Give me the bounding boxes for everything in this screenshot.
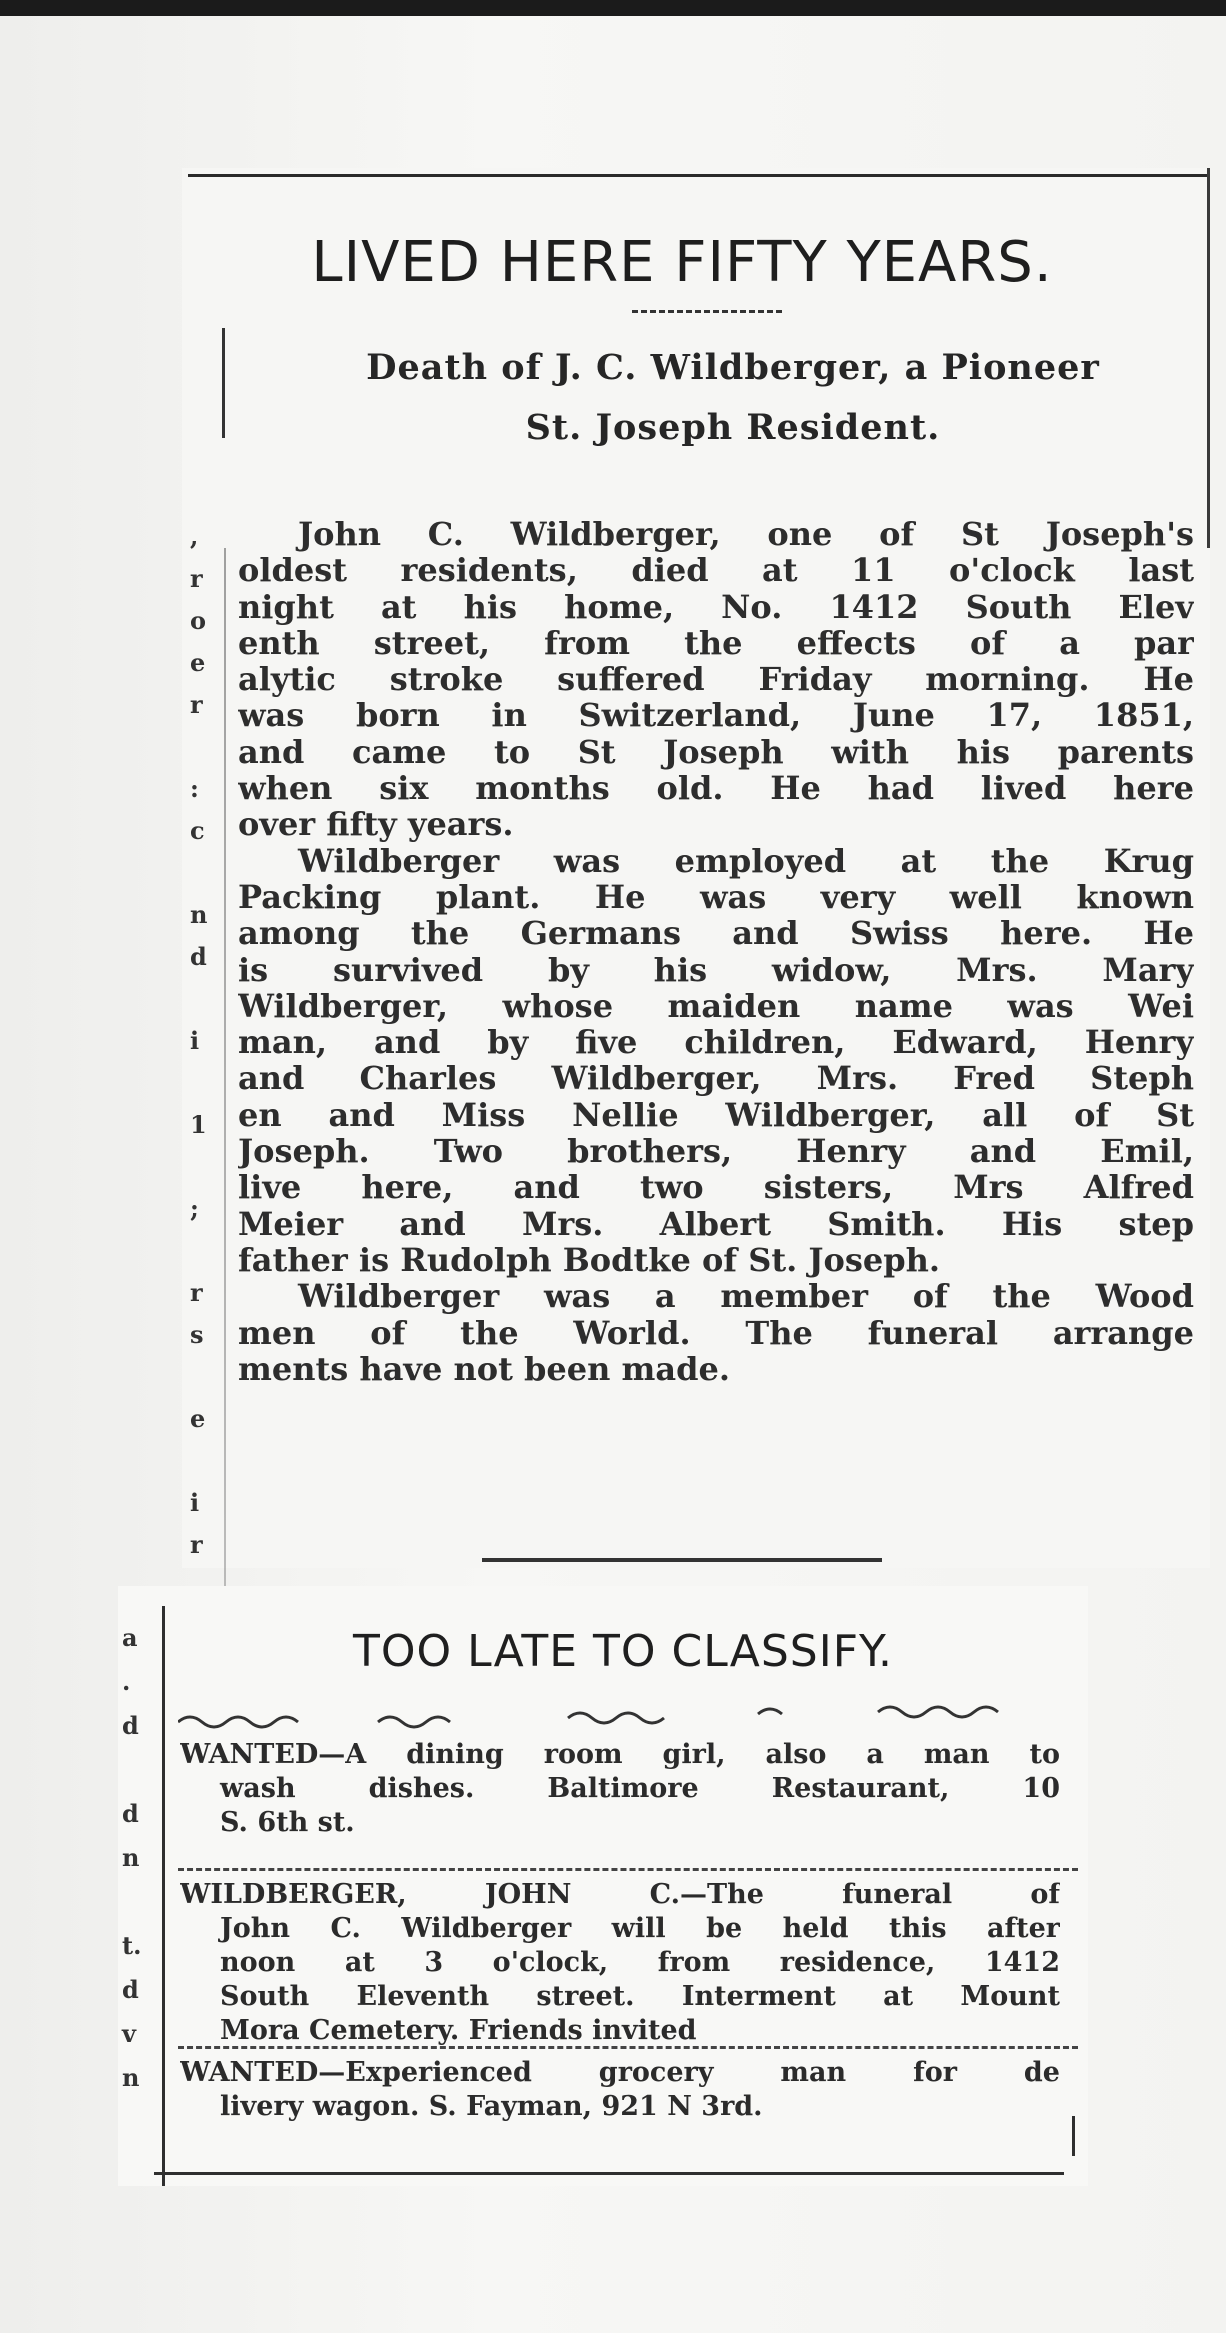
obituary-deck bbox=[238, 338, 1226, 458]
column-fragment bbox=[190, 1062, 220, 1104]
body-line: Wildberger was employed at the Krug bbox=[298, 842, 1194, 879]
deck-side-rule bbox=[222, 328, 225, 438]
column-fragment: i bbox=[190, 1488, 200, 1517]
column-fragment: , bbox=[190, 522, 199, 551]
body-line: Joseph. Two brothers, Henry and Emil, bbox=[238, 1133, 1194, 1170]
bottom-cutoff-rule bbox=[482, 1558, 882, 1562]
body-line: alytic stroke suffered Friday morning. He bbox=[238, 661, 1194, 698]
column-fragment: n bbox=[190, 900, 208, 929]
body-line: was born in Switzerland, June 17, 1851, bbox=[238, 697, 1194, 734]
classified-ad bbox=[180, 1738, 1060, 1840]
column-fragment: e bbox=[190, 648, 206, 677]
classified-right-tick bbox=[1072, 2116, 1075, 2156]
column-fragment bbox=[190, 1230, 220, 1272]
column-fragment: n bbox=[122, 1843, 140, 1872]
obituary-clipping bbox=[182, 168, 1210, 1568]
column-fragment: i bbox=[190, 1026, 200, 1055]
column-fragment: r bbox=[190, 1278, 203, 1307]
column-fragment bbox=[122, 1748, 152, 1792]
obituary-headline: LIVED HERE FIFTY YEARS. bbox=[311, 230, 1053, 295]
body-line: father is Rudolph Bodtke of St. Joseph. bbox=[238, 1241, 941, 1279]
body-line: when six months old. He had lived here bbox=[238, 770, 1194, 807]
body-line: Wildberger, whose maiden name was Wei bbox=[238, 987, 1194, 1025]
column-fragment: : bbox=[190, 774, 199, 803]
ad-line: S. 6th st. bbox=[220, 1807, 355, 1838]
ad-line: livery wagon. S. Fayman, 921 N 3rd. bbox=[220, 2091, 763, 2122]
ad-line: South Eleventh street. Interment at Mount bbox=[220, 1981, 1060, 2012]
column-fragment: t. bbox=[122, 1931, 142, 1960]
column-fragment: r bbox=[190, 690, 203, 719]
column-fragment: e bbox=[190, 1404, 206, 1433]
column-fragment bbox=[190, 978, 220, 1020]
column-fragment bbox=[122, 1880, 152, 1924]
left-column-rule bbox=[224, 548, 226, 1698]
classified-ad bbox=[180, 1878, 1060, 2048]
body-line: night at his home, No. 1412 South Elev bbox=[238, 588, 1194, 625]
column-fragment: r bbox=[190, 564, 203, 593]
column-fragment: 1 bbox=[190, 1110, 207, 1139]
column-fragment bbox=[190, 1440, 220, 1482]
body-line: John C. Wildberger, one of St Joseph's bbox=[298, 516, 1194, 553]
body-line: man, and by five children, Edward, Henry bbox=[238, 1024, 1194, 1061]
ad-line: WANTED—A dining room girl, also a man to bbox=[180, 1739, 1060, 1770]
column-fragment: d bbox=[122, 1975, 139, 2004]
body-line: en and Miss Nellie Wildberger, all of St bbox=[238, 1096, 1194, 1134]
body-line: over fifty years. bbox=[238, 806, 514, 843]
column-fragment bbox=[122, 2100, 152, 2144]
body-line: enth street, from the effects of a par bbox=[238, 624, 1194, 662]
wavy-ornament-rule bbox=[178, 1704, 1068, 1730]
column-fragment bbox=[190, 1146, 220, 1188]
ad-separator-rule bbox=[178, 1868, 1078, 1873]
column-fragment: . bbox=[122, 1667, 131, 1696]
body-line: Packing plant. He was very well known bbox=[238, 878, 1194, 916]
scanner-top-border bbox=[0, 0, 1226, 16]
adjacent-column-fragments bbox=[190, 516, 220, 1566]
body-line: and Charles Wildberger, Mrs. Fred Steph bbox=[238, 1060, 1194, 1097]
classified-headline: TOO LATE TO CLASSIFY. bbox=[353, 1626, 893, 1677]
column-fragment: o bbox=[190, 606, 207, 635]
column-fragment bbox=[190, 1356, 220, 1398]
headline-dash-rule bbox=[632, 310, 782, 316]
column-fragment: n bbox=[122, 2063, 140, 2092]
column-fragment: s bbox=[190, 1320, 204, 1349]
ad-line: noon at 3 o'clock, from residence, 1412 bbox=[220, 1947, 1060, 1978]
classified-left-fragments bbox=[122, 1616, 152, 2144]
body-line: and came to St Joseph with his parents bbox=[238, 733, 1194, 771]
obituary-body bbox=[238, 516, 1194, 1387]
body-line: men of the World. The funeral arrange bbox=[238, 1314, 1194, 1351]
classified-left-rule bbox=[162, 1606, 165, 2186]
ad-line: WANTED—Experienced grocery man for de bbox=[180, 2057, 1060, 2088]
column-fragment bbox=[190, 726, 220, 768]
deck-line-1: Death of J. C. Wildberger, a Pioneer bbox=[366, 347, 1100, 388]
column-fragment: v bbox=[122, 2019, 136, 2048]
body-line: Meier and Mrs. Albert Smith. His step bbox=[238, 1205, 1194, 1242]
column-fragment: d bbox=[122, 1799, 139, 1828]
column-fragment: a bbox=[122, 1623, 138, 1652]
ad-line: Mora Cemetery. Friends invited bbox=[220, 2015, 697, 2046]
ad-line: wash dishes. Baltimore Restaurant, 10 bbox=[220, 1773, 1060, 1804]
classified-clipping bbox=[118, 1586, 1088, 2186]
body-line: among the Germans and Swiss here. He bbox=[238, 915, 1194, 952]
body-line: ments have not been made. bbox=[238, 1350, 731, 1388]
body-line: oldest residents, died at 11 o'clock last bbox=[238, 552, 1194, 589]
ad-separator-rule bbox=[178, 2046, 1078, 2051]
ad-line: John C. Wildberger will be held this after bbox=[220, 1913, 1060, 1944]
body-line: live here, and two sisters, Mrs Alfred bbox=[238, 1169, 1194, 1206]
classified-bottom-rule bbox=[154, 2172, 1064, 2175]
body-line: Wildberger was a member of the Wood bbox=[298, 1278, 1194, 1315]
column-fragment: c bbox=[190, 816, 205, 845]
ad-line: WILDBERGER, JOHN C.—The funeral of bbox=[180, 1879, 1060, 1910]
column-fragment bbox=[190, 852, 220, 894]
top-column-rule bbox=[188, 174, 1210, 177]
deck-line-2: St. Joseph Resident. bbox=[525, 407, 941, 448]
column-fragment: d bbox=[190, 942, 207, 971]
classified-ad bbox=[180, 2056, 1060, 2124]
column-fragment: ; bbox=[190, 1194, 199, 1223]
column-fragment: r bbox=[190, 1530, 203, 1559]
body-line: is survived by his widow, Mrs. Mary bbox=[238, 951, 1194, 988]
column-fragment: d bbox=[122, 1711, 139, 1740]
